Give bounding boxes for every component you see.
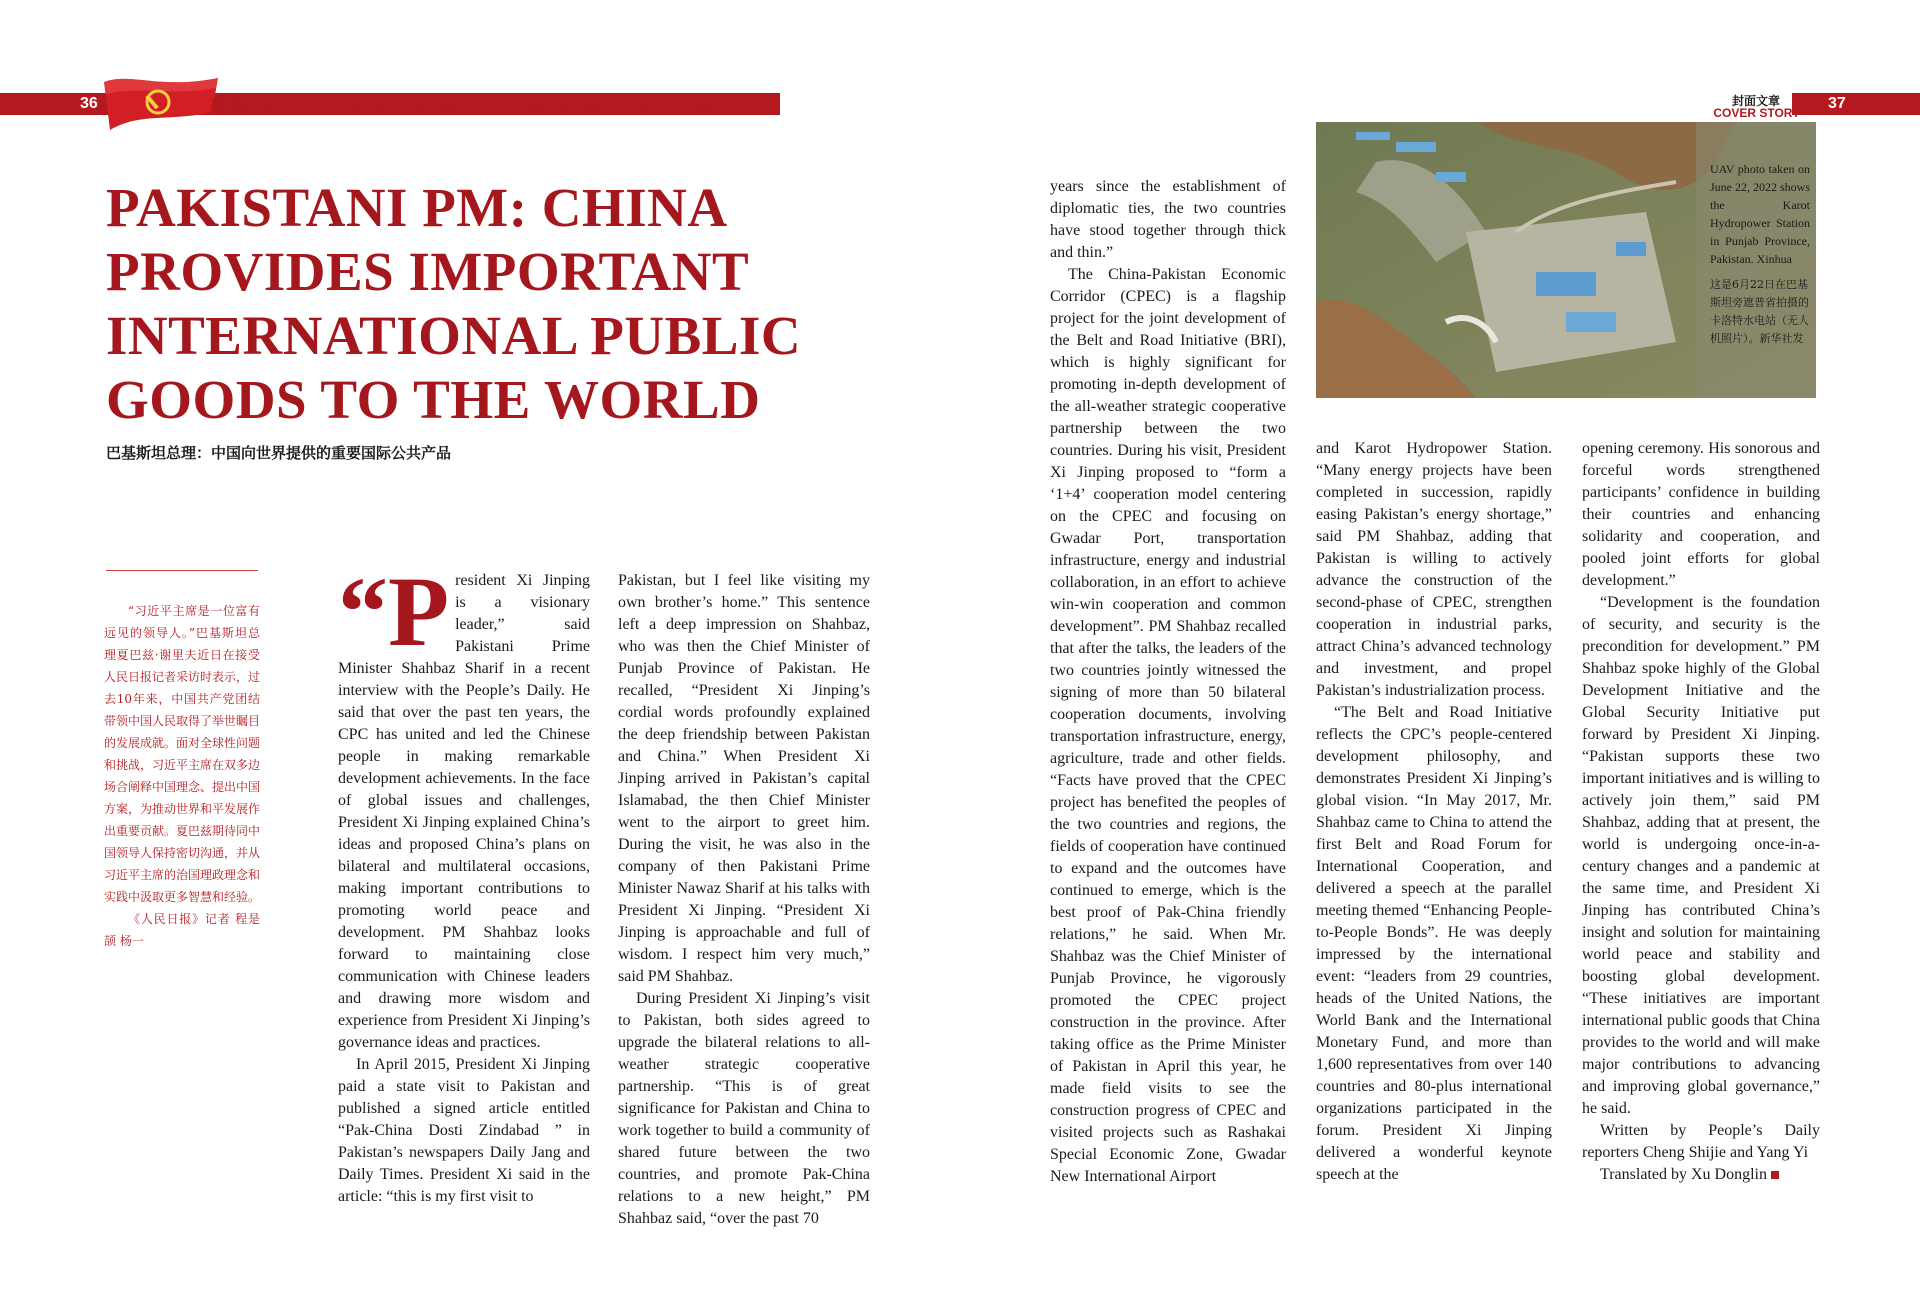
right-label-cn: 封面文章 <box>1731 94 1780 108</box>
section-title: 聚焦二十大 FOCUS ON THE 20TH CPC NATIONAL CONGRESS <box>210 97 718 116</box>
translator-credit: Translated by Xu Donglin <box>1600 1166 1767 1183</box>
column-1 <box>338 556 590 1208</box>
sidebar-paragraph: “习近平主席是一位富有远见的领导人。”巴基斯坦总理夏巴兹·谢里夫近日在接受人民日报记者采访时表示，过去10年来，中国共产党团结带领中国人民取得了举世瞩目的发展成就。面对全球性问题和挑战，习近平主席在双多边场合阐释中国理念、提出中国方案，为推动世界和平发展作出重要贡献。夏巴兹期待同中国领导人保持密切沟通，并从习近平主席的治国理政理念和实践中汲取更多智慧和经验。 <box>104 604 261 904</box>
paragraph: resident Xi Jinping is a visionary leader,” said Pakistani Prime Minister Shahbaz Sharif in a recent interview with the People’s Daily. He said that over the past ten years, the CPC has united and led the Chinese people in making remarkable development achievements. In the face of global issues and challenges, President Xi Jinping explained China’s ideas and proposed China’s plans on bilateral and multilateral occasions, making important contributions to promoting world peace and development. PM Shahbaz looks forward to maintaining close communication with Chinese leaders and drawing more wisdom and experience from President Xi Jinping’s governance ideas and practices. <box>338 572 590 1051</box>
sidebar-byline: 《人民日报》记者 程是颉 杨一 <box>104 912 260 948</box>
translator-line <box>1582 1164 1820 1186</box>
paragraph: Pakistan, but I feel like visiting my own brother’s home.” This sentence left a deep impression on Shahbaz, who was then the Chief Minister of Punjab Province of Pakistan. He recalled, “President Xi Jinping’s cordial words profoundly explained the deep friendship between Pakistan and China.” When President Xi Jinping arrived in Pakistan’s capital Islamabad, the then Chief Minister went to the airport to greet him. During the visit, he was also in the company of then Pakistani Prime Minister Nawaz Sharif at his talks with President Xi Jinping. “President Xi Jinping is approachable and full of wisdom. I respect him very much,” said PM Shahbaz. <box>618 572 870 985</box>
header-bar-right <box>1792 93 1920 115</box>
right-label-en: COVER STORY <box>1713 106 1800 120</box>
left-page-number: 36 <box>80 95 98 112</box>
article-title: PAKISTANI PM: CHINA PROVIDES IMPORTANT INTERNATIONAL PUBLIC GOODS TO THE WORLD <box>106 177 802 430</box>
column-4 <box>1316 438 1552 1186</box>
column-2 <box>618 570 870 1230</box>
right-page-number: 37 <box>1828 95 1846 112</box>
party-flag-icon <box>100 72 220 134</box>
column-5 <box>1582 438 1820 1186</box>
drop-cap: “P <box>338 556 450 667</box>
column-3 <box>1050 176 1286 1188</box>
paragraph: During President Xi Jinping’s visit to Pakistan, both sides agreed to upgrade the bilateral relations to all-weather strategic cooperative partnership. “This is of great significance for Pakistan and China to work together to build a community of shared future between the two countries, and promote Pak-China relations to a new height,” PM Shahbaz said, “over the past 70 <box>618 990 870 1227</box>
photo-caption-en: UAV photo taken on June 22, 2022 shows the Karot Hydropower Station in Punjab Province, Pakistan. Xinhua <box>1710 162 1811 266</box>
paragraph: “The Belt and Road Initiative reflects the CPC’s people-centered development philosophy, and demonstrates President Xi Jinping’s global vision. “In May 2017, Mr. Shahbaz came to China to attend the first Belt and Road Forum for International Cooperation, and delivered a speech at the parallel meeting themed “Enhancing People-to-People Bonds”. He was deeply impressed by the international event: “leaders from 29 countries, heads of the United Nations, the World Bank and the International Monetary Fund, and more than 1,600 representatives from over 140 countries and 80-plus international organizations participated in the forum. President Xi Jinping delivered a wonderful keynote speech at the <box>1316 704 1552 1183</box>
sidebar-summary <box>104 600 260 952</box>
photo-caption-cn: 这是6月22日在巴基斯坦旁遮普省拍摄的卡洛特水电站（无人机照片）。新华社发 <box>1710 278 1809 345</box>
paragraph: In April 2015, President Xi Jinping paid a state visit to Pakistan and published a signed article entitled “Pak-China Dosti Zindabad ” in Pakistan’s newspapers Daily Jang and Daily Times. President Xi said in the article: “this is my first visit to <box>338 1056 590 1205</box>
end-mark-icon <box>1771 1171 1779 1179</box>
byline: Written by People’s Daily reporters Cheng Shijie and Yang Yi <box>1582 1122 1820 1161</box>
article-subtitle-cn: 巴基斯坦总理：中国向世界提供的重要国际公共产品 <box>106 444 452 462</box>
paragraph: “Development is the foundation of security, and security is the precondition for development.” PM Shahbaz spoke highly of the Global Development Initiative and the Global Security Initiative put forward by President Xi Jinping. “Pakistan supports these two important initiatives and is willing to actively join them,” said PM Shahbaz, adding that at present, the world is undergoing once-in-a-century changes and a pandemic at the same time, and President Xi Jinping has contributed China’s insight and solution for maintaining world peace and stability and boosting global development. “These initiatives are important international public goods that China provides to the world and will make major contributions to advancing and improving global governance,” he said. <box>1582 594 1820 1117</box>
paragraph: The China-Pakistan Economic Corridor (CPEC) is a flagship project for the joint development of the Belt and Road Initiative (BRI), which is highly significant for promoting in-depth development of the all-weather strategic cooperative partnership between the two countries. During his visit, President Xi Jinping proposed to “form a ‘1+4’ cooperation model centering on the CPEC and focusing on Gwadar Port, transportation infrastructure, energy and industrial collaboration, in an effort to achieve win-win cooperation and common development”. PM Shahbaz recalled that after the talks, the leaders of the two countries jointly witnessed the signing of more than 50 bilateral cooperation documents, involving transportation infrastructure, energy, agriculture, trade and other fields. “Facts have proved that the CPEC project has benefited the peoples of the two countries and regions, the fields of cooperation have continued to expand and the outcomes have continued to emerge, which is the best proof of Pak-China friendly relations,” he said. When Mr. Shahbaz was the Chief Minister of Punjab Province, he vigorously promoted the CPEC project construction in the province. After taking office as the Prime Minister of Pakistan in April this year, he made field visits to see the construction progress of CPEC and visited projects such as Rashakai Special Economic Zone, Gwadar New International Airport <box>1050 266 1286 1185</box>
sidebar-rule <box>106 570 258 571</box>
paragraph: and Karot Hydropower Station. “Many energy projects have been completed in succession, rapidly easing Pakistan’s energy shortage,” said PM Shahbaz, adding that Pakistan is willing to actively advance the construction of the second-phase of CPEC, strengthen cooperation in industrial parks, attract China’s advanced technology and investment, and propel Pakistan’s industrialization process. <box>1316 440 1552 699</box>
paragraph: years since the establishment of diplomatic ties, the two countries have stood together through thick and thin.” <box>1050 178 1286 261</box>
paragraph: opening ceremony. His sonorous and forceful words strengthened participants’ confidence in building their countries and enhancing solidarity and cooperation, and pooled joint efforts for global development.” <box>1582 440 1820 589</box>
